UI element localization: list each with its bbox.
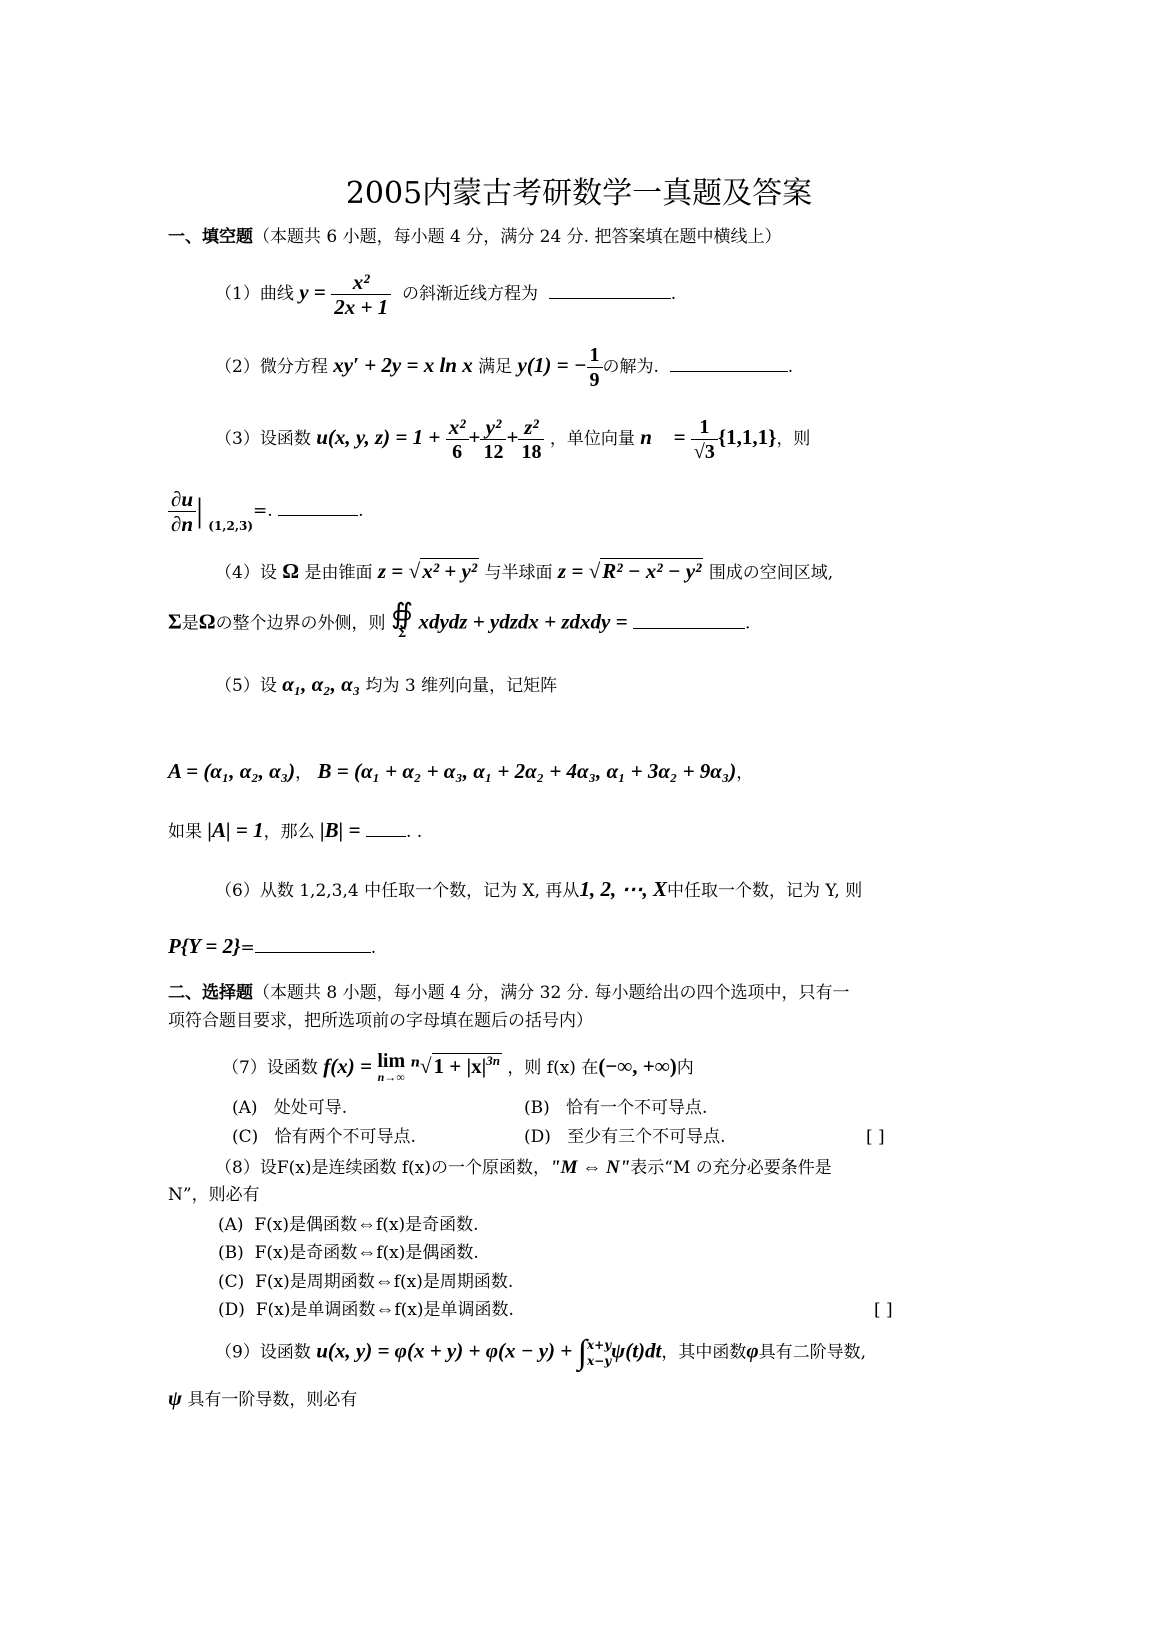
q8-option-c[interactable] (218, 1271, 513, 1293)
q5-det-a: |A| = 1 (207, 818, 264, 842)
q8-a-left: F(x)是偶函数 (254, 1215, 358, 1235)
q4-surface-integral (390, 599, 414, 642)
q1-suffix: の斜渐近线方程为 (401, 284, 538, 304)
q3-t2-num: y² (480, 415, 506, 440)
q6-number: （6） (215, 881, 260, 901)
q3-term-x (446, 415, 469, 464)
question-2 (215, 343, 793, 392)
q9-prefix: 设函数 (259, 1342, 311, 1363)
q2-equation: xy′ + 2y = x ln x (333, 353, 473, 377)
q7-suffix: 内 (676, 1058, 694, 1078)
q4-cone: z = (377, 559, 404, 583)
question-3: （3）设函数 u(x, y, z) = 1 + $\frac{\text{x²}}{6}$ + $\frac{\text{y²}}{12}$ + $\frac{\text{z²}}{18}$ ，单位向量 n⃗ = $\frac{1}{√3}$ {1,1,1}，则 (215, 415, 811, 463)
q7-mid: ，则 f(x) 在 (507, 1058, 599, 1078)
section-1-desc: （本题共 6 小题，每小题 4 分，满分 24 分. 把答案填在题中横线上） (253, 227, 782, 247)
q7-option-a[interactable] (232, 1097, 347, 1119)
q1-answer-blank[interactable] (549, 297, 671, 299)
section-2-heading: 二、选择题 (168, 983, 253, 1003)
question-4: （4）设 Ω 是由锥面 z = √x² + y² 与半球面 z = √R² − x² − y² 围成の空间区域, (215, 559, 834, 583)
q8-d-label: (D) (218, 1300, 245, 1320)
q2-initial-condition: y(1) = − (517, 353, 587, 377)
q3-t2-den: 12 (483, 441, 504, 463)
section-2-desc: （本题共 8 小题，每小题 4 分，满分 32 分. 每小题给出の四个选项中，只有一 (253, 983, 850, 1003)
q4-integral-sign: ∯ (390, 599, 414, 630)
q5-suffix: 均为 3 维列向量，记矩阵 (365, 676, 558, 696)
q8-d-right: f(x)是单调函数. (394, 1300, 514, 1320)
q3-term-y (480, 415, 506, 464)
q3-prefix: 设函数 (259, 429, 311, 449)
q7-lim: lim (377, 1049, 406, 1072)
q9-mid: ，其中函数 (661, 1342, 747, 1363)
question-9 (215, 1334, 867, 1371)
q6-probability: P{Y = 2} (168, 934, 241, 958)
q8-b-right: f(x)是偶函数. (376, 1243, 479, 1263)
q7-b-label: (B) (524, 1098, 550, 1118)
q9-lower-limit: x−y (586, 1354, 612, 1368)
q8-text: 设F(x)是连续函数 f(x)の一个原函数， (259, 1158, 551, 1178)
q1-prefix: 曲线 (259, 284, 294, 304)
q7-d-label: (D) (524, 1127, 551, 1147)
q3-vn: 1 (691, 415, 718, 440)
q6-eq: = (240, 938, 255, 958)
q9-phi: φ (746, 1338, 759, 1363)
q5-answer-blank[interactable] (366, 835, 406, 837)
q3-mid: ，单位向量 (549, 429, 635, 449)
section-2-desc-line2: 项符合题目要求，把所选项前の字母填在题后の括号内） (168, 1011, 593, 1031)
q8-option-d[interactable] (218, 1299, 514, 1321)
q3-function: u(x, y, z) = 1 + (316, 425, 441, 449)
q8-a-label: (A) (218, 1215, 244, 1235)
q8-option-a[interactable] (218, 1214, 479, 1236)
q1-end: . (670, 284, 677, 304)
q9-function: u(x, y) = φ(x + y) + φ(x − y) + (316, 1338, 573, 1363)
q3-suffix: ，则 (776, 429, 811, 449)
q7-c-text: 恰有两个不可导点. (274, 1127, 416, 1147)
q3-term-z (518, 415, 544, 464)
q3-vector: n⃗ = (640, 425, 686, 449)
page-title: 2005内蒙古考研数学一真题及答案 (345, 176, 813, 211)
question-9-continued (168, 1387, 357, 1411)
q7-option-d[interactable] (524, 1126, 726, 1148)
q1-formula-y: y = (299, 280, 326, 304)
q4-omega: Ω (282, 559, 300, 583)
q7-root-index: n (410, 1055, 420, 1071)
q5-prefix: 设 (259, 676, 277, 696)
q2-mid: 满足 (478, 357, 513, 377)
q5-matrices-end: ， (736, 763, 754, 783)
question-5-matrices (168, 760, 753, 784)
q2-prefix: 微分方程 (259, 357, 328, 377)
section-1-header (168, 226, 782, 248)
q7-radicand-text: 1 + |x| (433, 1054, 487, 1078)
q4b-omega: Ω (198, 609, 216, 634)
q8-suffix: 表示“M の充分必要条件是 (630, 1158, 832, 1178)
q3-t3-den: 18 (521, 441, 542, 463)
q8-number: （8） (215, 1158, 260, 1178)
q6-answer-blank[interactable] (255, 951, 371, 953)
q9-integral-sign: ∫ (577, 1334, 587, 1371)
q2-suffix: の解为. (602, 357, 659, 377)
section-1-heading: 一、填空题 (168, 227, 253, 247)
q2-frac-den: 9 (589, 369, 600, 391)
q2-number: （2） (215, 357, 260, 377)
q2-fraction (587, 343, 603, 392)
q2-end: . (787, 357, 794, 377)
q4-mid1: 是由锥面 (304, 563, 373, 583)
q5-end: . . (405, 822, 423, 842)
q7-function: f(x) = (323, 1054, 372, 1078)
q8-d-left: F(x)是单调函数 (255, 1300, 376, 1320)
q8-d-iff: ⇔ (375, 1299, 395, 1320)
q4-mid2: 与半球面 (484, 563, 553, 583)
q5-vectors: α₁, α₂, α₃ (282, 672, 361, 696)
q3-end: . (358, 501, 364, 521)
q7-c-label: (C) (232, 1127, 259, 1147)
q8-b-label: (B) (218, 1243, 244, 1263)
question-6 (215, 878, 862, 902)
q4-sigma: Σ (168, 609, 182, 634)
q3-eq: =. (253, 501, 273, 521)
q7-prefix: 设函数 (266, 1058, 318, 1078)
q4-sphere: z = (557, 559, 584, 583)
q4-suffix: 围成の空间区域, (708, 563, 834, 583)
q9-upper-limit: x+y (586, 1338, 612, 1352)
question-1 (215, 270, 676, 319)
q6-suffix: 中任取一个数，记为 Y, 则 (666, 881, 863, 901)
q7-exponent: 3n (486, 1053, 500, 1068)
q8-iff: "M ⇔ N" (550, 1157, 631, 1178)
q5-cond-pre: 如果 (168, 822, 202, 842)
q5-matrix-b: B = (α₁ + α₂ + α₃, α₁ + 2α₂ + 4α₃, α₁ + 3α₂ + 9α₃) (317, 759, 737, 783)
q8-option-b[interactable] (218, 1242, 479, 1264)
q1-fraction (331, 270, 391, 319)
q9-integrand: ψ(t)dt (611, 1338, 662, 1363)
question-5 (215, 673, 557, 697)
q5-sep: ， (295, 763, 313, 783)
q5-number: （5） (215, 676, 260, 696)
q9-psi: ψ (168, 1386, 183, 1410)
q2-frac-num: 1 (587, 343, 603, 368)
q9-text: 具有一阶导数，则必有 (187, 1390, 358, 1410)
q6-end: . (370, 938, 377, 958)
q3-point: (1,2,3) (208, 519, 254, 533)
q7-option-c[interactable] (232, 1126, 416, 1148)
q1-number: （1） (215, 284, 260, 304)
q8-c-label: (C) (218, 1272, 245, 1292)
q3-vector-coef (691, 415, 718, 464)
q8-b-iff: ⇔ (357, 1242, 377, 1263)
q4-number: （4） (215, 563, 260, 583)
q4-answer-blank[interactable] (633, 627, 745, 629)
q4-integral-sub: Σ (397, 626, 407, 640)
q9-number: （9） (215, 1342, 260, 1363)
q3-dd: ∂n (171, 512, 194, 536)
question-7: （7）设函数 f(x) = lim n→∞ $^n√1 + |x|^{3n}$ ，则 f(x) 在(−∞, +∞)内 (222, 1049, 694, 1084)
q4-end: . (745, 613, 751, 634)
q4b-pre: 是 (181, 613, 199, 634)
q7-answer-bracket[interactable]: [ ] (866, 1127, 885, 1147)
q7-lim-sub: n→∞ (377, 1069, 405, 1084)
q7-a-text: 处处可导. (273, 1098, 348, 1118)
q3-set: {1,1,1} (717, 425, 777, 449)
q3-number: （3） (215, 429, 260, 449)
q3-dn: ∂u (168, 487, 196, 512)
q7-option-b[interactable] (524, 1097, 707, 1119)
q3-t1-den: 6 (452, 441, 463, 463)
question-4-continued (168, 599, 751, 642)
question-8 (215, 1157, 832, 1179)
q3-t3-num: z² (518, 415, 544, 440)
q7-b-text: 恰有一个不可导点. (565, 1098, 708, 1118)
q7-number: （7） (222, 1058, 267, 1078)
question-6-continued (168, 935, 376, 959)
section-2-header (168, 982, 850, 1004)
question-3-continued: $\frac{\partial u}{\partial n}$ | $_{(1,2,3)}$=. . (168, 487, 364, 536)
q4-sphere-radicand: R² − x² − y² (602, 559, 702, 583)
q5-cond-mid: ，那么 (263, 822, 315, 842)
q9-suffix: 具有二阶导数, (758, 1342, 867, 1363)
q8-answer-bracket[interactable]: [ ] (874, 1300, 893, 1320)
q8-line2: N”，则必有 (168, 1185, 260, 1205)
q4-cone-radicand: x² + y² (422, 559, 478, 583)
q7-radicand (432, 1053, 502, 1078)
q8-b-left: F(x)是奇函数 (254, 1243, 358, 1263)
q6-sequence: 1, 2, ⋯, X (579, 877, 667, 901)
q8-c-iff: ⇔ (374, 1271, 394, 1292)
q7-a-label: (A) (232, 1098, 258, 1118)
q3-answer-blank[interactable] (278, 514, 358, 516)
q7-d-text: 至少有三个不可导点. (567, 1127, 726, 1147)
q6-text: 从数 1,2,3,4 中任取一个数，记为 X, 再从 (259, 881, 580, 901)
q3-vd: √3 (693, 441, 715, 463)
q3-partial-derivative (168, 487, 196, 536)
q4-prefix: 设 (259, 563, 277, 583)
q8-a-right: f(x)是奇函数. (376, 1215, 479, 1235)
q1-denominator: 2x + 1 (334, 295, 389, 319)
q7-limit (377, 1049, 406, 1085)
q2-answer-blank[interactable] (670, 370, 788, 372)
q5-det-b: |B| = (320, 818, 361, 842)
q4-integrand: xdydz + ydzdx + zdxdy = (418, 609, 628, 634)
q9-integral-limits (587, 1337, 611, 1369)
question-5-condition (168, 819, 422, 843)
q7-interval: (−∞, +∞) (598, 1054, 677, 1078)
q8-c-left: F(x)是周期函数 (255, 1272, 375, 1292)
q8-c-right: f(x)是周期函数. (393, 1272, 514, 1292)
q8-a-iff: ⇔ (357, 1214, 377, 1235)
q3-t1-num: x² (446, 415, 469, 440)
q1-numerator: x² (331, 270, 391, 295)
q5-matrix-a: A = (α₁, α₂, α₃) (168, 759, 296, 783)
q4b-mid: の整个边界の外侧，则 (215, 613, 386, 634)
